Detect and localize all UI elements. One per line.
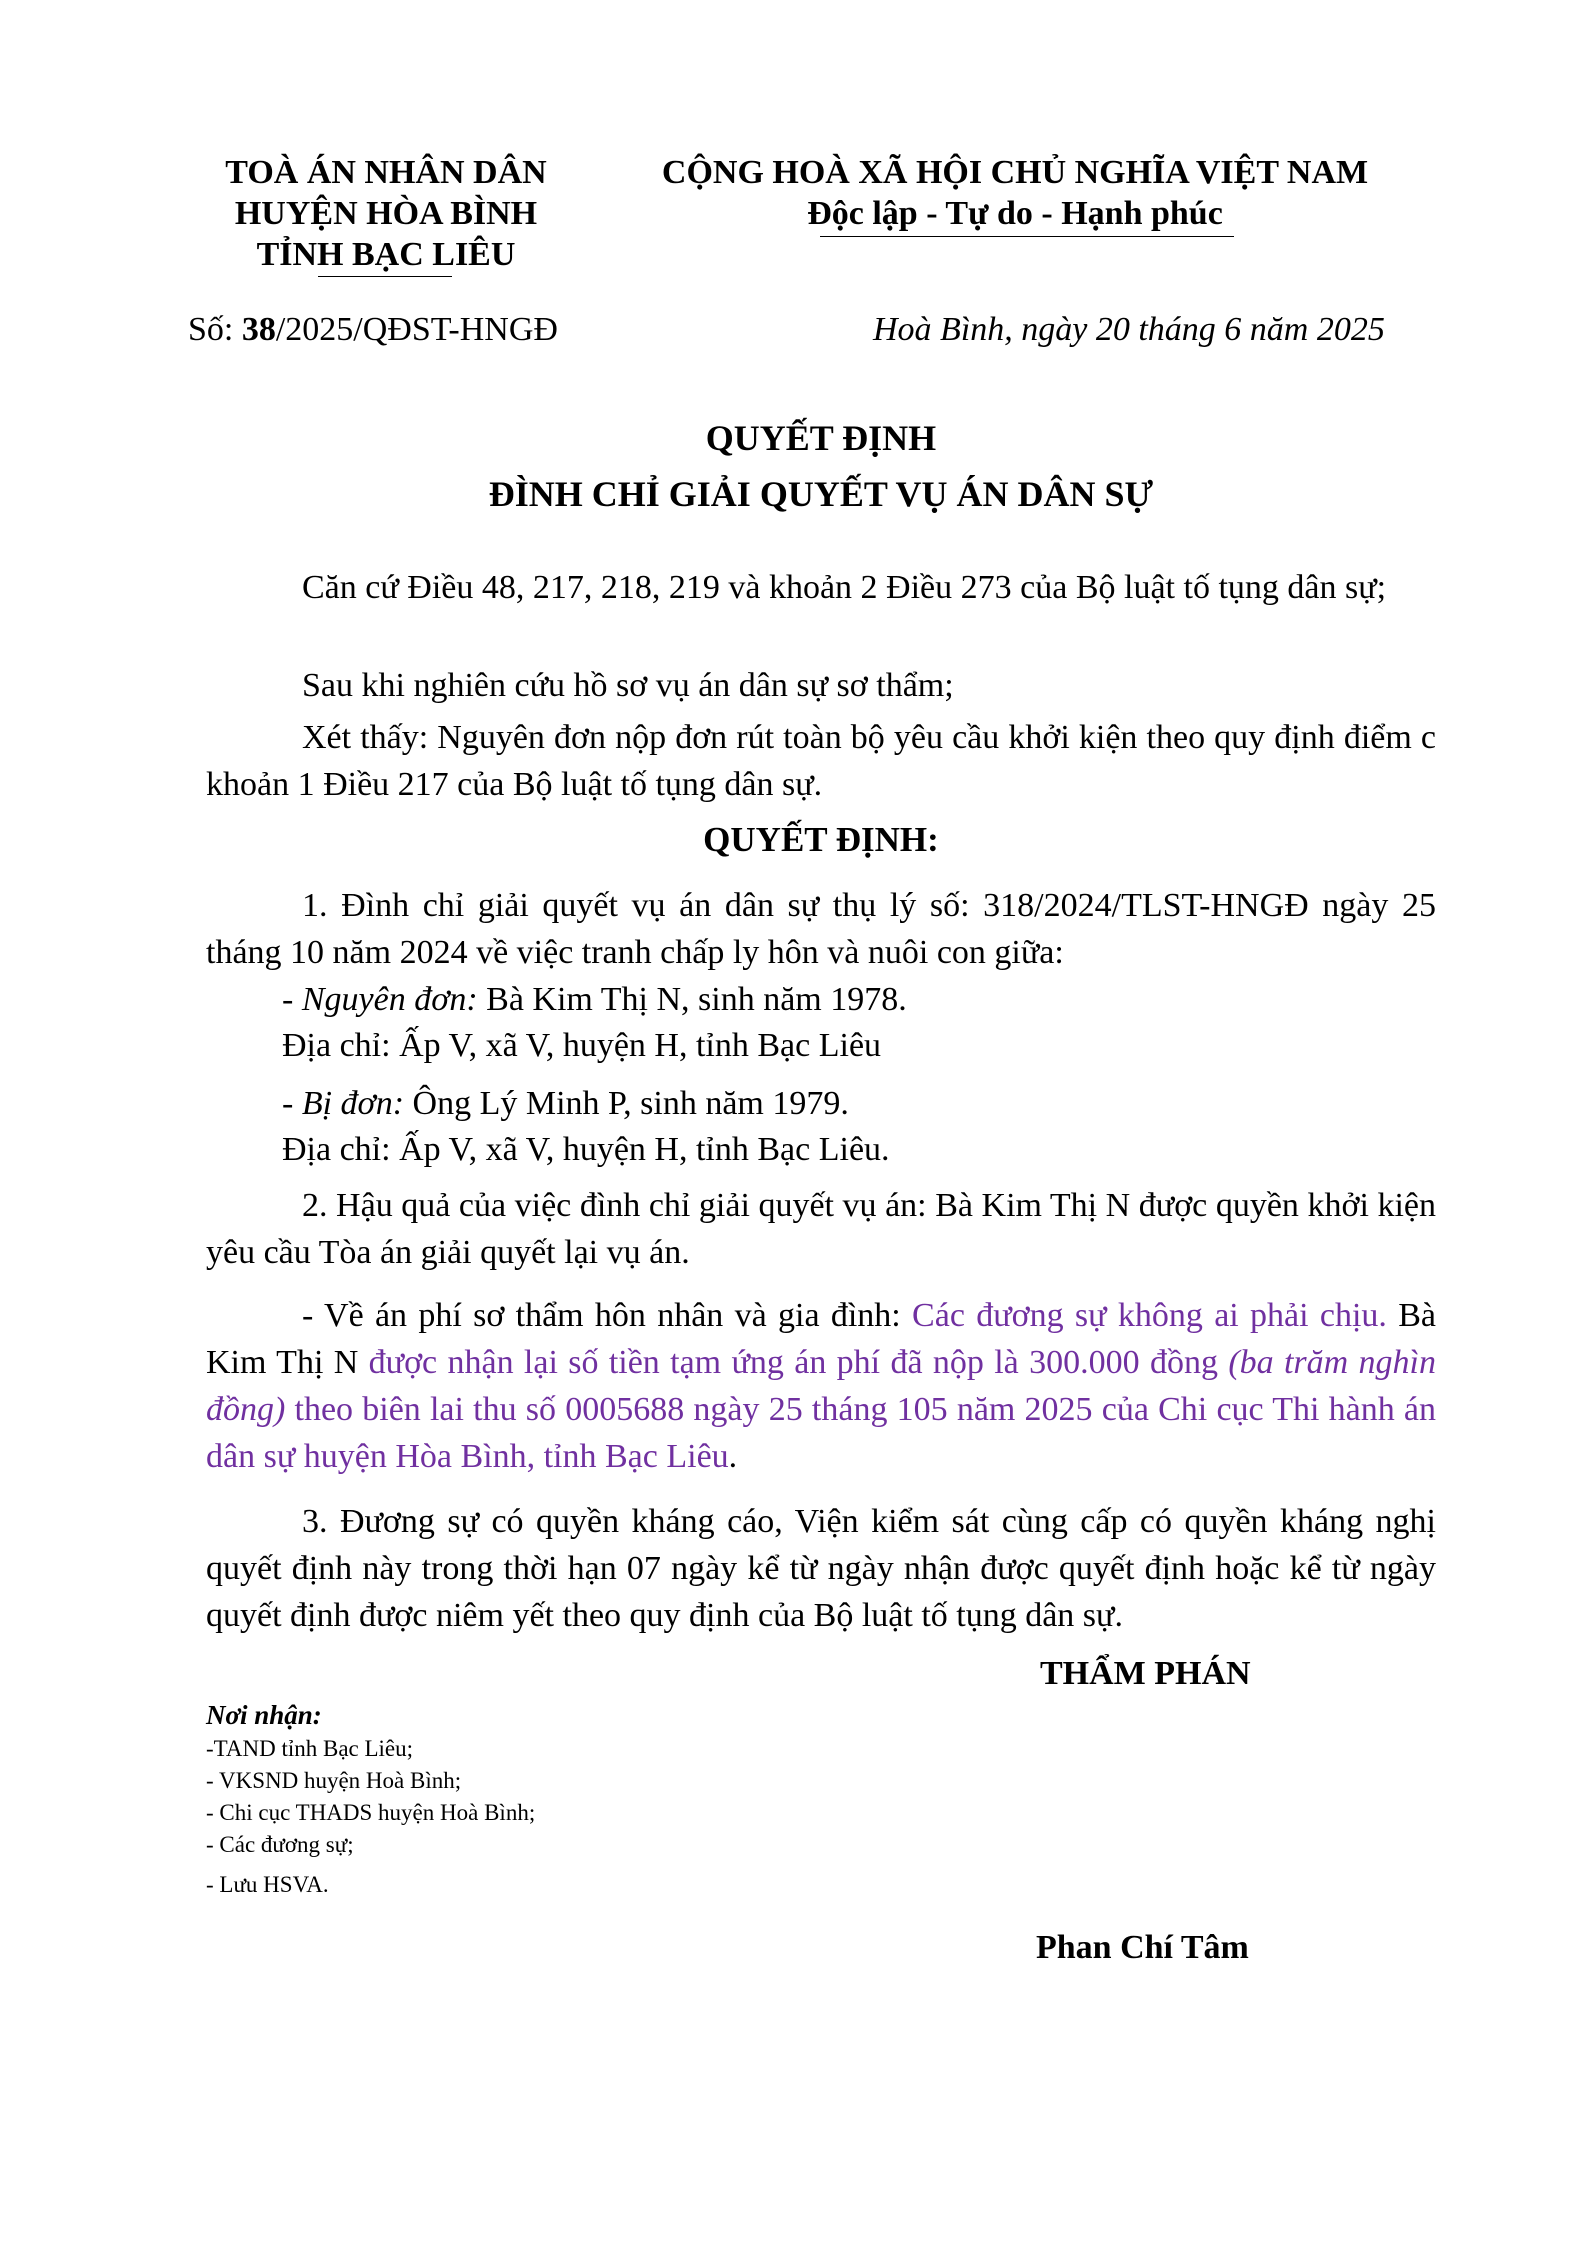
defendant-value: Ông Lý Minh P, sinh năm 1979. [404,1085,849,1122]
plaintiff-label: Nguyên đơn: [301,981,478,1018]
plaintiff-line [282,976,907,1023]
title-line-2: ĐÌNH CHỈ GIẢI QUYẾT VỤ ÁN DÂN SỰ [488,474,1154,514]
place-date: Hoà Bình, ngày 20 tháng 6 năm 2025 [873,311,1385,348]
national-motto [620,152,1410,234]
decision-item-3: 3. Đương sự có quyền kháng cáo, Viện kiểm sát cùng cấp có quyền kháng nghị quyết định này trong thời hạn 07 ngày kể từ ngày nhận được quyết định hoặc kể từ ngày quyết định được niêm yết theo quy định của Bộ luật tố tụng dân sự. [206,1503,1436,1634]
decision-item-2: 2. Hậu quả của việc đình chỉ giải quyết vụ án: Bà Kim Thị N được quyền khởi kiện yêu cầu Tòa án giải quyết lại vụ án. [206,1187,1436,1271]
court-name [196,152,576,275]
recipient-item: -TAND tỉnh Bạc Liêu; [206,1736,414,1761]
recipient-item: - Các đương sự; [206,1832,354,1857]
number-suffix: /2025/QĐST-HNGĐ [275,311,558,348]
defendant-label: Bị đơn: [301,1085,405,1122]
decision-item-1: 1. Đình chỉ giải quyết vụ án dân sự thụ lý số: 318/2024/TLST-HNGĐ ngày 25 tháng 10 năm 2024 về việc tranh chấp ly hôn và nuôi con giữa: [206,887,1436,971]
fee-part-7: . [728,1438,738,1475]
recipient-item: - Lưu HSVA. [206,1872,329,1897]
defendant-line [282,1080,849,1127]
signer-name: Phan Chí Tâm [1036,1929,1249,1966]
recipient-item: - Chi cục THADS huyện Hoà Bình; [206,1800,536,1825]
court-fee-paragraph [206,1292,1436,1480]
defendant-address: Địa chỉ: Ấp V, xã V, huyện H, tỉnh Bạc Liêu. [282,1131,890,1168]
number-prefix: Số: [188,311,242,348]
court-line-1: TOÀ ÁN NHÂN DÂN [225,154,547,191]
basis-paragraph-1: Căn cứ Điều 48, 217, 218, 219 và khoản 2 Điều 273 của Bộ luật tố tụng dân sự; [302,569,1387,606]
basis-paragraph-2: Sau khi nghiên cứu hồ sơ vụ án dân sự sơ thẩm; [302,667,954,704]
motto-underline [820,236,1234,237]
fee-part-2: Các đương sự không ai phải chịu. [912,1297,1387,1334]
plaintiff-value: Bà Kim Thị N, sinh năm 1978. [477,981,907,1018]
nation-line-1: CỘNG HOÀ XÃ HỘI CHỦ NGHĨA VIỆT NAM [661,154,1369,191]
fee-part-1: - Về án phí sơ thẩm hôn nhân và gia đình: [302,1297,913,1334]
basis-paragraph-3: Xét thấy: Nguyên đơn nộp đơn rút toàn bộ yêu cầu khởi kiện theo quy định điểm c khoản 1 Điều 217 của Bộ luật tố tụng dân sự. [206,719,1436,803]
decision-heading: QUYẾT ĐỊNH: [703,820,939,859]
document-title [206,410,1436,522]
defendant-dash: - [282,1085,302,1122]
decision-number [188,306,558,353]
court-line-2: HUYỆN HÒA BÌNH [234,195,538,232]
fee-part-4: được nhận lại số tiền tạm ứng án phí đã nộp là 300.000 đồng [368,1344,1229,1381]
recipient-item: - VKSND huyện Hoà Bình; [206,1768,462,1793]
fee-part-5: (ba trăm nghìn đồng) [206,1344,1436,1428]
court-line-3: TỈNH BẠC LIÊU [256,236,516,273]
plaintiff-address: Địa chỉ: Ấp V, xã V, huyện H, tỉnh Bạc Liêu [282,1027,882,1064]
fee-part-6: theo biên lai thu số 0005688 ngày 25 tháng 105 năm 2025 của Chi cục Thi hành án dân sự huyện Hòa Bình, tỉnh Bạc Liêu [206,1391,1436,1475]
fee-part-3: Bà Kim Thị N [206,1297,1436,1381]
court-underline [318,276,452,277]
title-line-1: QUYẾT ĐỊNH [705,418,937,458]
nation-line-2: Độc lập - Tự do - Hạnh phúc [807,195,1223,232]
signature-title: THẨM PHÁN [1040,1655,1251,1692]
plaintiff-dash: - [282,981,302,1018]
recipients-heading: Nơi nhận: [206,1700,322,1730]
number-bold: 38 [241,311,276,348]
